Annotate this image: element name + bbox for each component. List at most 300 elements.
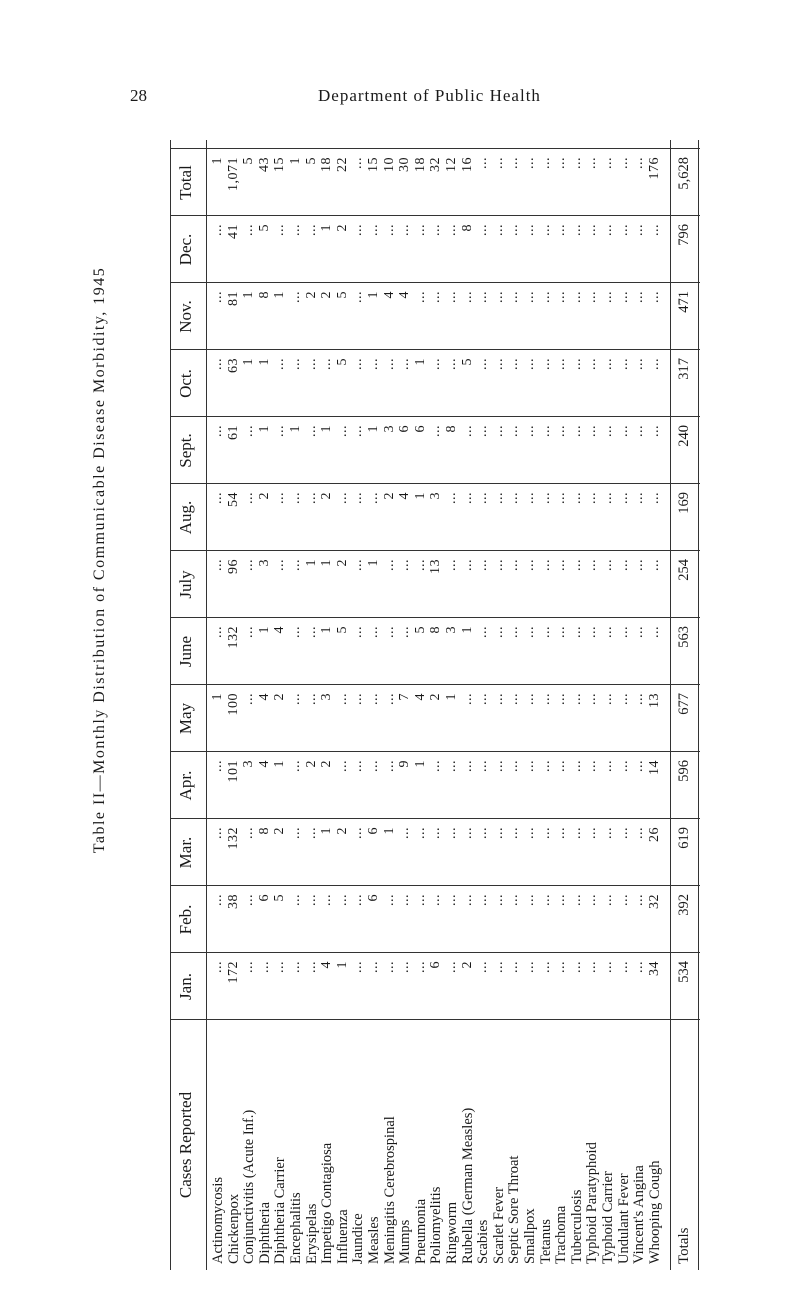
row-disease-label: Influenza	[334, 1209, 351, 1264]
table-cell: ...	[288, 358, 303, 370]
table-cell: 1	[241, 291, 257, 299]
table-cell: ...	[412, 894, 428, 906]
row-disease-label: Undulant Fever	[615, 1173, 632, 1264]
table-cell: ...	[568, 492, 584, 504]
table-cell: ...	[428, 358, 444, 370]
table-cell: 54	[225, 492, 241, 507]
table-cell: ...	[288, 291, 303, 303]
column-header: July	[176, 570, 195, 599]
table-cell: ...	[350, 157, 366, 169]
table-cell: ...	[506, 827, 522, 839]
table-cell: 5	[334, 291, 350, 299]
row-disease-label: Trachoma	[553, 1205, 570, 1264]
table-cell: ...	[350, 894, 366, 906]
table-cell: 8	[428, 626, 444, 634]
table-cell: ...	[350, 425, 366, 437]
table-cell: ...	[553, 425, 569, 437]
table-cell: ...	[600, 492, 615, 504]
table-cell: ...	[288, 224, 303, 236]
table-cell: ...	[506, 425, 522, 437]
table-cell: ...	[303, 358, 319, 370]
table-cell: ...	[490, 626, 506, 638]
table-cell: ...	[475, 224, 491, 236]
table-cell: ...	[428, 760, 444, 772]
table-cell: ...	[506, 626, 522, 638]
table-cell: ...	[444, 559, 459, 571]
table-cell: ...	[646, 358, 662, 370]
table-cell: ...	[459, 894, 475, 906]
table-cell: ...	[615, 961, 631, 973]
table-cell: ...	[600, 425, 615, 437]
table-cell: ...	[397, 961, 413, 973]
table-cell: ...	[272, 961, 288, 973]
table-cell: 4	[381, 291, 397, 299]
table-cell: ...	[241, 559, 257, 571]
totals-cell: 619	[676, 827, 693, 849]
table-cell: 1	[319, 224, 335, 232]
table-cell: 2	[334, 827, 350, 835]
table-cell: ...	[412, 961, 428, 973]
table-cell: ...	[553, 157, 569, 169]
table-cell: 100	[225, 693, 241, 716]
table-cell: ...	[241, 626, 257, 638]
table-cell: ...	[522, 827, 537, 839]
table-cell: ...	[288, 492, 303, 504]
row-disease-label: Tuberculosis	[568, 1189, 585, 1264]
table-cell: ...	[584, 894, 600, 906]
table-cell: 2	[334, 224, 350, 232]
table-cell: ...	[553, 291, 569, 303]
column-header: Dec.	[176, 233, 195, 266]
table-cell: 2	[319, 492, 335, 500]
table-cell: ...	[568, 559, 584, 571]
table-cell: ...	[334, 693, 350, 705]
table-cell: 5	[241, 157, 257, 165]
table-cell: 1	[319, 559, 335, 567]
table-cell: 1	[256, 425, 272, 433]
table-cell: ...	[553, 559, 569, 571]
table-cell: 9	[397, 760, 413, 768]
table-cell: ...	[584, 224, 600, 236]
table-cell: ...	[553, 358, 569, 370]
table-cell: ...	[490, 894, 506, 906]
table-cell: ...	[631, 291, 647, 303]
table-cell: ...	[210, 961, 225, 973]
row-disease-label: Typhoid Carrier	[600, 1171, 616, 1264]
table-cell: ...	[522, 760, 537, 772]
column-header: Mar.	[176, 836, 195, 869]
column-header: Feb.	[176, 904, 195, 935]
table-cell: ...	[288, 827, 303, 839]
table-cell: 1	[381, 827, 397, 835]
table-cell: ...	[288, 559, 303, 571]
table-cell: 172	[225, 961, 241, 984]
row-disease-label: Typhoid Paratyphoid	[584, 1142, 601, 1264]
table-cell: ...	[631, 492, 647, 504]
table-cell: ...	[490, 559, 506, 571]
row-disease-label: Pneumonia	[412, 1198, 429, 1264]
column-header: June	[176, 635, 195, 668]
table-cell: ...	[537, 827, 553, 839]
table-cell: 2	[256, 492, 272, 500]
table-cell: ...	[381, 626, 397, 638]
table-cell: ...	[288, 693, 303, 705]
table-cell: ...	[568, 693, 584, 705]
column-header: Aug.	[176, 500, 195, 535]
table-cell: 8	[444, 425, 459, 433]
row-disease-label: Meningitis Cerebrospinal	[381, 1116, 398, 1264]
table-cell: ...	[522, 358, 537, 370]
table-cell: ...	[210, 492, 225, 504]
table-cell: 6	[412, 425, 428, 433]
table-cell: ...	[412, 224, 428, 236]
table-cell: ...	[350, 827, 366, 839]
table-cell: ...	[584, 291, 600, 303]
table-cell: ...	[646, 425, 662, 437]
table-cell: ...	[646, 224, 662, 236]
table-cell: 1	[303, 559, 319, 567]
table-cell: 1	[210, 693, 225, 701]
table-cell: 10	[381, 157, 397, 172]
table-cell: 43	[256, 157, 272, 172]
table-cell: 6	[366, 894, 381, 902]
table-title: Table II—Monthly Distribution of Communicable Disease Morbidity, 1945	[91, 266, 108, 854]
page-number: 28	[130, 86, 147, 105]
table-cell: ...	[303, 693, 319, 705]
table-cell: ...	[397, 894, 413, 906]
row-disease-label: Chickenpox	[225, 1193, 242, 1264]
table-cell: ...	[522, 157, 537, 169]
table-cell: ...	[553, 760, 569, 772]
table-cell: ...	[568, 961, 584, 973]
table-cell: 2	[334, 559, 350, 567]
table-cell: ...	[444, 291, 459, 303]
table-cell: ...	[584, 559, 600, 571]
table-cell: 13	[428, 559, 444, 574]
table-cell: 2	[303, 760, 319, 768]
table-cell: 22	[334, 157, 350, 172]
table-cell: ...	[522, 961, 537, 973]
table-cell: ...	[350, 559, 366, 571]
table-cell: ...	[350, 291, 366, 303]
table-cell: ...	[272, 224, 288, 236]
table-cell: 132	[225, 626, 241, 649]
table-cell: ...	[537, 358, 553, 370]
table-cell: ...	[646, 626, 662, 638]
totals-cell: 240	[676, 425, 693, 447]
table-cell: 1	[412, 760, 428, 768]
column-header: Apr.	[176, 770, 195, 801]
table-cell: 6	[428, 961, 444, 969]
table-cell: ...	[537, 626, 553, 638]
table-cell: ...	[475, 492, 491, 504]
table-cell: ...	[288, 961, 303, 973]
table-cell: 81	[225, 291, 241, 306]
table-cell: ...	[475, 827, 491, 839]
table-cell: 5	[272, 894, 288, 902]
table-cell: ...	[584, 492, 600, 504]
table-cell: 1	[459, 626, 475, 634]
table-cell: ...	[631, 693, 647, 705]
table-rule	[170, 140, 171, 1270]
table-cell: ...	[568, 894, 584, 906]
table-cell: ...	[381, 894, 397, 906]
table-cell: ...	[272, 358, 288, 370]
table-cell: ...	[600, 827, 615, 839]
table-cell: ...	[522, 894, 537, 906]
table-rule	[670, 140, 671, 1270]
table-cell: ...	[522, 492, 537, 504]
table-cell: 4	[412, 693, 428, 701]
table-cell: ...	[506, 693, 522, 705]
table-cell: ...	[537, 894, 553, 906]
table-cell: ...	[350, 224, 366, 236]
table-cell: 2	[428, 693, 444, 701]
table-cell: ...	[475, 760, 491, 772]
table-cell: ...	[506, 358, 522, 370]
table-cell: 1,071	[225, 157, 241, 191]
table-cell: ...	[600, 760, 615, 772]
morbidity-table	[170, 140, 700, 1270]
table-cell: 1	[210, 157, 225, 165]
table-cell: 3	[428, 492, 444, 500]
table-cell: ...	[506, 291, 522, 303]
table-cell: 4	[256, 760, 272, 768]
table-cell: 1	[334, 961, 350, 969]
table-cell: ...	[288, 894, 303, 906]
table-cell: ...	[366, 224, 381, 236]
table-cell: 15	[366, 157, 381, 172]
table-cell: ...	[646, 291, 662, 303]
table-cell: 1	[366, 425, 381, 433]
column-header: Jan.	[176, 973, 195, 1000]
table-cell: 2	[272, 693, 288, 701]
table-cell: ...	[381, 224, 397, 236]
table-cell: ...	[553, 827, 569, 839]
table-cell: 96	[225, 559, 241, 574]
table-cell: ...	[444, 894, 459, 906]
table-cell: 4	[256, 693, 272, 701]
table-cell: ...	[381, 693, 397, 705]
table-cell: ...	[475, 626, 491, 638]
table-cell: ...	[381, 358, 397, 370]
table-cell: 5	[459, 358, 475, 366]
column-header: Oct.	[176, 369, 195, 398]
table-cell: ...	[522, 224, 537, 236]
table-cell: ...	[459, 760, 475, 772]
table-cell: ...	[381, 961, 397, 973]
table-cell: 1	[366, 559, 381, 567]
table-cell: ...	[350, 626, 366, 638]
table-cell: 14	[646, 760, 662, 775]
totals-cell: 596	[676, 760, 693, 782]
table-rule	[698, 140, 699, 1270]
table-cell: ...	[522, 626, 537, 638]
table-cell: ...	[631, 894, 647, 906]
table-rule	[206, 140, 207, 1270]
table-cell: ...	[568, 760, 584, 772]
table-cell: ...	[428, 894, 444, 906]
table-cell: 1	[319, 425, 335, 433]
table-cell: 2	[381, 492, 397, 500]
table-cell: ...	[568, 358, 584, 370]
table-cell: ...	[615, 492, 631, 504]
table-cell: ...	[631, 760, 647, 772]
table-cell: ...	[615, 626, 631, 638]
table-cell: ...	[615, 559, 631, 571]
table-cell: 2	[319, 291, 335, 299]
row-disease-label: Scabies	[475, 1219, 492, 1264]
table-cell: ...	[241, 894, 257, 906]
table-cell: ...	[272, 425, 288, 437]
table-cell: ...	[475, 291, 491, 303]
table-cell: ...	[397, 224, 413, 236]
table-cell: ...	[475, 559, 491, 571]
row-disease-label: Actinomycosis	[210, 1177, 226, 1264]
table-cell: ...	[615, 425, 631, 437]
table-cell: ...	[303, 425, 319, 437]
table-cell: ...	[334, 492, 350, 504]
table-cell: ...	[631, 358, 647, 370]
table-cell: ...	[522, 693, 537, 705]
table-cell: 3	[444, 626, 459, 634]
table-cell: ...	[537, 224, 553, 236]
table-cell: 32	[646, 894, 662, 909]
totals-cell: 563	[676, 626, 693, 648]
table-cell: ...	[600, 626, 615, 638]
table-cell: ...	[600, 559, 615, 571]
row-disease-label: Scarlet Fever	[490, 1187, 507, 1264]
table-cell: ...	[303, 626, 319, 638]
table-cell: ...	[459, 492, 475, 504]
table-cell: ...	[615, 827, 631, 839]
table-cell: ...	[568, 224, 584, 236]
table-cell: ...	[490, 157, 506, 169]
table-cell: ...	[350, 492, 366, 504]
table-cell: ...	[444, 492, 459, 504]
totals-cell: 677	[676, 693, 693, 715]
table-cell: 8	[256, 827, 272, 835]
table-cell: 1	[256, 358, 272, 366]
row-disease-label: Diphtheria	[256, 1201, 273, 1264]
table-cell: 5	[334, 626, 350, 634]
table-cell: 13	[646, 693, 662, 708]
table-cell: ...	[210, 425, 225, 437]
column-header: Sept.	[176, 433, 195, 468]
table-cell: ...	[631, 224, 647, 236]
table-cell: 5	[412, 626, 428, 634]
table-cell: ...	[553, 894, 569, 906]
table-cell: ...	[397, 559, 413, 571]
totals-cell: 254	[676, 559, 693, 581]
table-cell: ...	[506, 157, 522, 169]
table-cell: 1	[288, 425, 303, 433]
table-cell: 15	[272, 157, 288, 172]
table-cell: ...	[631, 425, 647, 437]
table-cell: ...	[553, 224, 569, 236]
table-cell: 32	[428, 157, 444, 172]
table-cell: 5	[303, 157, 319, 165]
table-cell: ...	[272, 559, 288, 571]
table-cell: ...	[490, 224, 506, 236]
table-cell: ...	[210, 760, 225, 772]
table-cell: 1	[412, 358, 428, 366]
table-cell: 2	[459, 961, 475, 969]
table-cell: 3	[241, 760, 257, 768]
table-cell: 4	[397, 492, 413, 500]
table-cell: 4	[272, 626, 288, 634]
table-cell: 38	[225, 894, 241, 909]
table-cell: ...	[631, 961, 647, 973]
table-cell: 6	[397, 425, 413, 433]
table-cell: ...	[444, 358, 459, 370]
totals-cell: 796	[676, 224, 693, 246]
table-cell: 101	[225, 760, 241, 783]
row-disease-label: Whooping Cough	[646, 1160, 663, 1264]
table-cell: ...	[537, 693, 553, 705]
table-cell: ...	[490, 358, 506, 370]
table-cell: ...	[490, 492, 506, 504]
row-disease-label: Mumps	[397, 1219, 414, 1264]
table-cell: ...	[490, 425, 506, 437]
table-cell: ...	[537, 961, 553, 973]
table-cell: 2	[319, 760, 335, 768]
totals-cell: 169	[676, 492, 693, 514]
table-cell: ...	[444, 827, 459, 839]
table-cell: ...	[475, 894, 491, 906]
row-disease-label: Conjunctivitis (Acute Inf.)	[241, 1109, 258, 1264]
table-cell: ...	[615, 894, 631, 906]
table-cell: ...	[412, 559, 428, 571]
table-cell: ...	[210, 559, 225, 571]
table-cell: 2	[303, 291, 319, 299]
row-disease-label: Poliomyelitis	[428, 1186, 445, 1264]
table-cell: 3	[256, 559, 272, 567]
table-cell: 3	[381, 425, 397, 433]
table-cell: ...	[600, 157, 615, 169]
table-cell: ...	[350, 961, 366, 973]
table-cell: ...	[334, 425, 350, 437]
table-cell: ...	[459, 827, 475, 839]
column-rule	[170, 148, 700, 149]
table-cell: 1	[412, 492, 428, 500]
table-cell: ...	[303, 492, 319, 504]
totals-cell: 317	[676, 358, 693, 380]
table-cell: ...	[615, 760, 631, 772]
table-cell: ...	[584, 827, 600, 839]
table-cell: ...	[646, 492, 662, 504]
table-cell: ...	[584, 961, 600, 973]
table-cell: ...	[522, 291, 537, 303]
table-cell: ...	[522, 559, 537, 571]
table-cell: ...	[553, 492, 569, 504]
row-disease-label: Rubella (German Measles)	[459, 1107, 476, 1264]
table-cell: ...	[288, 626, 303, 638]
table-cell: ...	[490, 961, 506, 973]
table-cell: ...	[459, 425, 475, 437]
table-cell: 4	[319, 961, 335, 969]
table-cell: ...	[288, 760, 303, 772]
header-cases-reported: Cases Reported	[176, 1091, 195, 1199]
table-cell: ...	[506, 760, 522, 772]
table-cell: ...	[475, 358, 491, 370]
table-cell: 6	[256, 894, 272, 902]
table-cell: ...	[646, 559, 662, 571]
table-cell: 6	[366, 827, 381, 835]
table-cell: ...	[475, 961, 491, 973]
table-cell: ...	[615, 693, 631, 705]
table-cell: ...	[381, 559, 397, 571]
